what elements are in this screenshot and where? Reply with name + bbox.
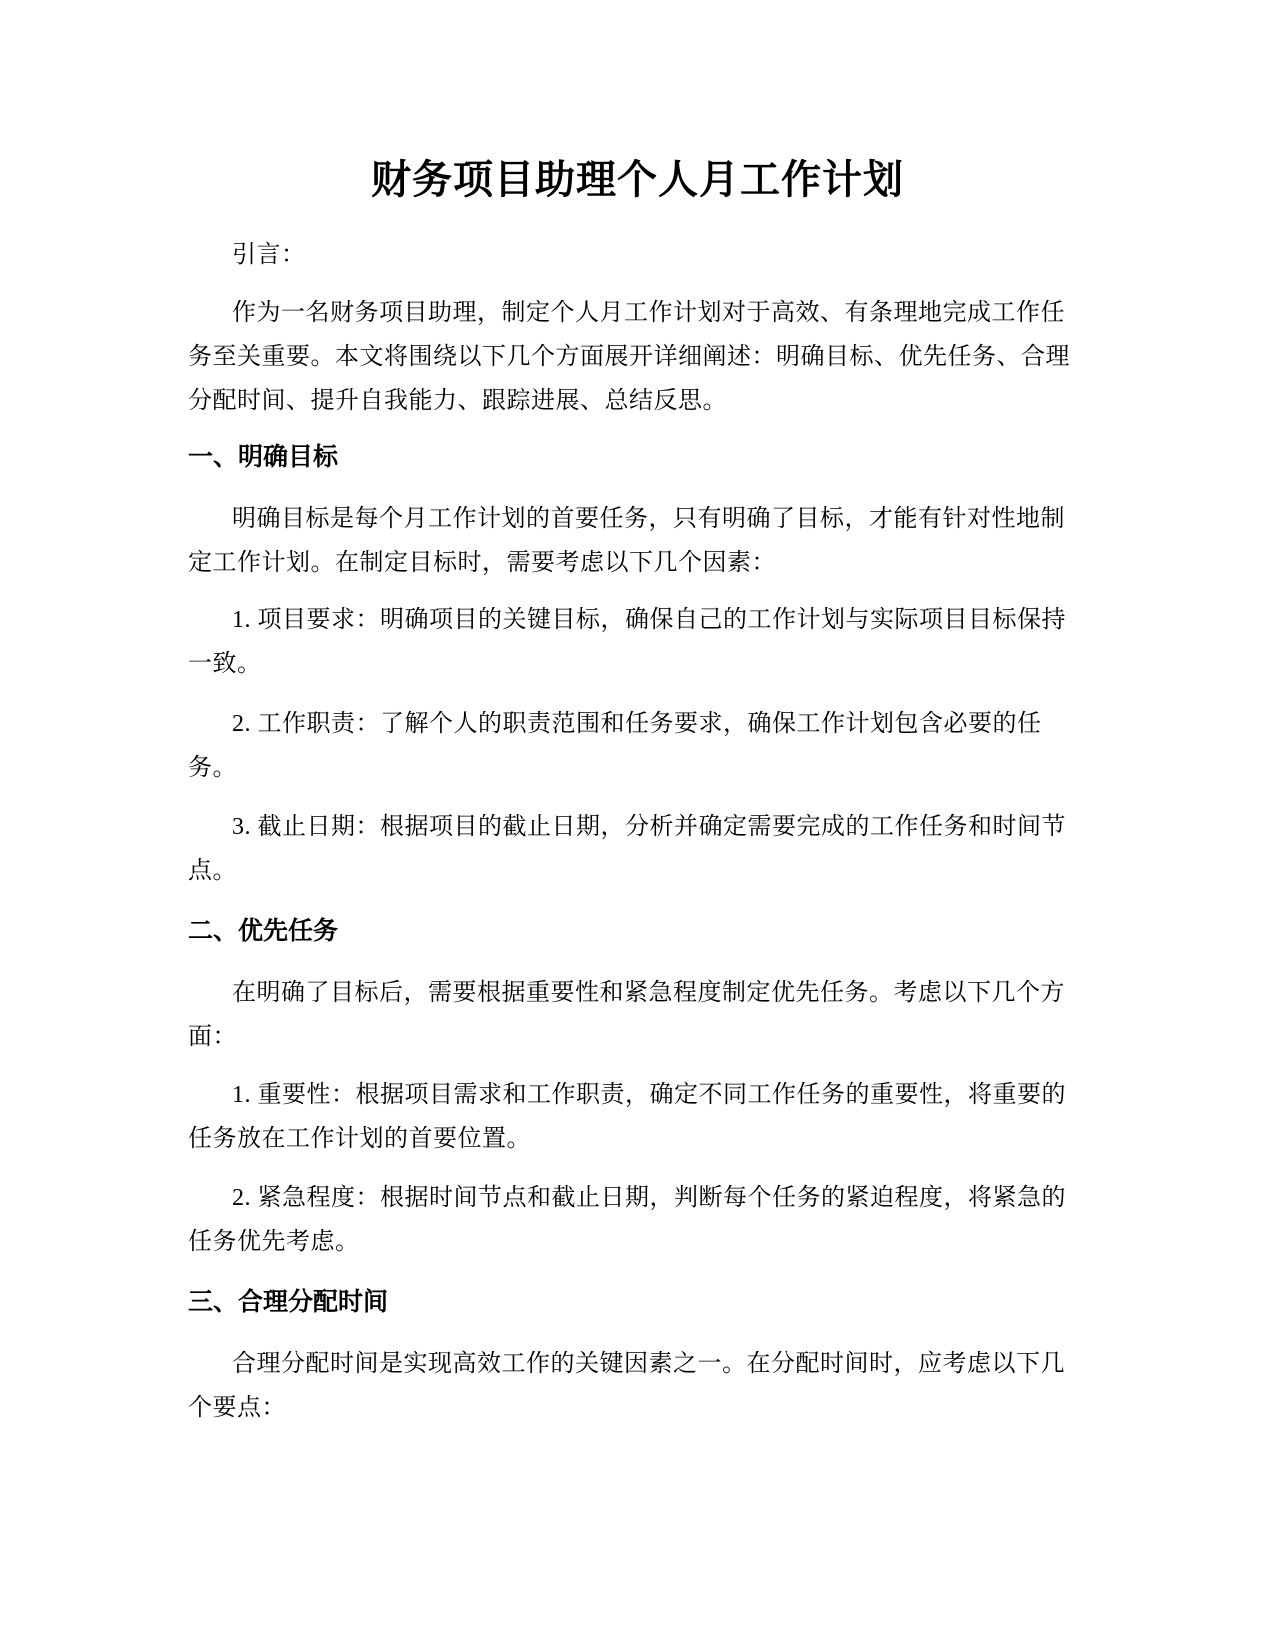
section-heading-3: 三、合理分配时间	[188, 1287, 389, 1316]
section-3-paragraph: 合理分配时间是实现高效工作的关键因素之一。在分配时间时，应考虑以下几个要点：	[188, 1351, 1065, 1421]
section-2-paragraph: 在明确了目标后，需要根据重要性和紧急程度制定优先任务。考虑以下几个方面：	[188, 980, 1065, 1050]
intro-label: 引言：	[232, 242, 306, 268]
section-1-item-3: 3. 截止日期：根据项目的截止日期，分析并确定需要完成的工作任务和时间节点。	[188, 814, 1066, 884]
section-1-item-1: 1. 项目要求：明确项目的关键目标，确保自己的工作计划与实际项目目标保持一致。	[188, 607, 1066, 677]
document-title: 财务项目助理个人月工作计划	[371, 157, 904, 203]
section-1-item-2: 2. 工作职责：了解个人的职责范围和任务要求，确保工作计划包含必要的任务。	[188, 711, 1042, 781]
section-heading-2: 二、优先任务	[188, 916, 339, 945]
section-1-paragraph: 明确目标是每个月工作计划的首要任务，只有明确了目标，才能有针对性地制定工作计划。在制定目标时，需要考虑以下几个因素：	[188, 506, 1065, 576]
section-2-item-1: 1. 重要性：根据项目需求和工作职责，确定不同工作任务的重要性，将重要的任务放在工作计划的首要位置。	[188, 1082, 1066, 1152]
section-heading-1: 一、明确目标	[188, 442, 339, 471]
intro-paragraph: 作为一名财务项目助理，制定个人月工作计划对于高效、有条理地完成工作任务至关重要。本文将围绕以下几个方面展开详细阐述：明确目标、优先任务、合理分配时间、提升自我能力、跟踪进展、总结反思。	[188, 300, 1070, 414]
section-2-item-2: 2. 紧急程度：根据时间节点和截止日期，判断每个任务的紧迫程度，将紧急的任务优先考虑。	[188, 1185, 1066, 1255]
